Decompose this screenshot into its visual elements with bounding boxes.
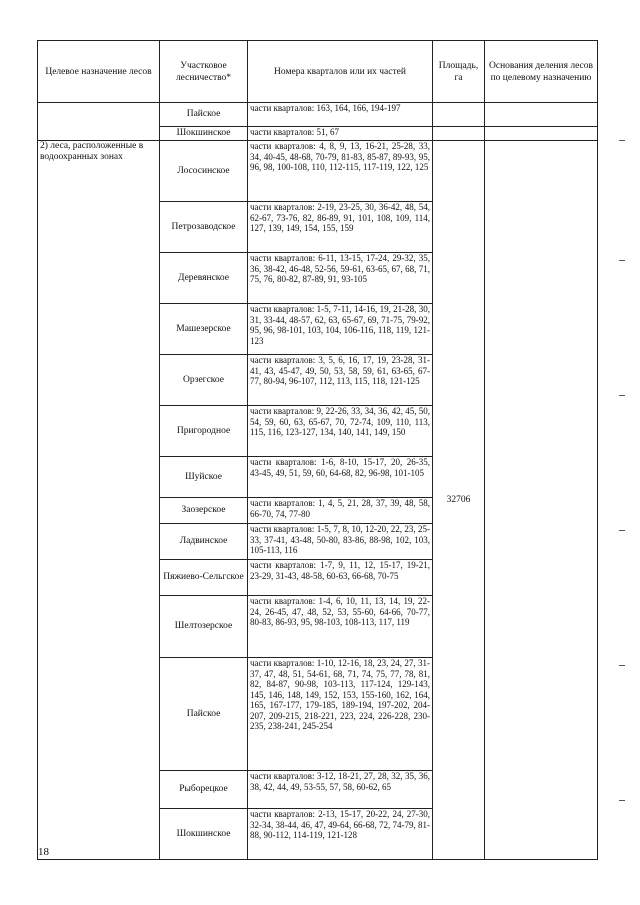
forestry-cell: Деревянское [160, 253, 248, 304]
header-basis: Основания деления лесов по целевому назначению [485, 41, 598, 103]
quarters-cell: части кварталов: 51, 67 [248, 127, 433, 141]
edge-mark [619, 530, 625, 531]
area-cell-empty [433, 103, 485, 127]
edge-mark [619, 665, 625, 666]
quarters-cell: части кварталов: 3, 5, 6, 16, 17, 19, 23-28, 31-41, 43, 45-47, 49, 50, 53, 58, 59, 61, 63-65, 67-77, 80-94, 96-107, 112, 113, 115, 118, 121-125 [248, 355, 433, 406]
quarters-cell: части кварталов: 163, 164, 166, 194-197 [248, 103, 433, 127]
forestry-cell: Шуйское [160, 457, 248, 498]
forestry-cell: Петрозаводское [160, 202, 248, 253]
quarters-cell: части кварталов: 1, 4, 5, 21, 28, 37, 39, 48, 58, 66-70, 74, 77-80 [248, 498, 433, 524]
table-row [38, 141, 598, 202]
edge-mark [619, 800, 625, 801]
quarters-cell: части кварталов: 4, 8, 9, 13, 16-21, 25-28, 33, 34, 40-45, 48-68, 70-79, 81-83, 85-87, 89-93, 95, 96, 98, 100-108, 110, 112-115, 117-119, 122, 125 [248, 141, 433, 202]
quarters-cell: части кварталов: 1-5, 7-11, 14-16, 19, 21-28, 30, 31, 33-44, 48-57, 62, 63, 65-67, 69, 71-75, 79-92, 95, 96, 98-101, 103, 104, 106-116, 118, 119, 121-123 [248, 304, 433, 355]
table-row [38, 103, 598, 127]
quarters-cell: части кварталов: 1-5, 7, 8, 10, 12-20, 22, 23, 25-33, 37-41, 43-48, 50-80, 83-86, 88-98, 102, 103, 105-113, 116 [248, 524, 433, 560]
forest-table [37, 40, 598, 860]
forestry-cell: Пяжиево-Сельгское [160, 560, 248, 596]
quarters-cell: части кварталов: 2-19, 23-25, 30, 36-42, 48, 54, 62-67, 73-76, 82, 86-89, 91, 101, 108, 109, 114, 127, 139, 149, 154, 155, 159 [248, 202, 433, 253]
quarters-cell: части кварталов: 1-4, 6, 10, 11, 13, 14, 19, 22-24, 26-45, 47, 48, 52, 53, 55-60, 64-66, 70-77, 80-83, 86-93, 95, 98-103, 108-113, 117, 119 [248, 596, 433, 658]
header-quarters: Номера кварталов или их частей [248, 41, 433, 103]
forestry-cell: Шелтозерское [160, 596, 248, 658]
quarters-cell: части кварталов: 1-6, 8-10, 15-17, 20, 26-35, 43-45, 49, 51, 59, 60, 64-68, 82, 96-98, 101-105 [248, 457, 433, 498]
forestry-cell: Пригородное [160, 406, 248, 457]
edge-mark [619, 260, 625, 261]
forestry-cell: Заозерское [160, 498, 248, 524]
quarters-cell: части кварталов: 1-10, 12-16, 18, 23, 24, 27, 31-37, 47, 48, 51, 54-61, 68, 71, 74, 75, 77, 78, 81, 82, 84-87, 90-98, 103-113, 117-124, 129-143, 145, 146, 148, 149, 152, 153, 155-160, 162, 164, 165, 167-177, 179-185, 189-194, 197-202, 204-207, 209-215, 218-221, 223, 224, 226-228, 230-235, 238-241, 245-254 [248, 658, 433, 771]
forestry-cell: Лососинское [160, 141, 248, 202]
header-area: Площадь, га [433, 41, 485, 103]
purpose-cell-empty [38, 103, 160, 141]
forestry-cell: Машезерское [160, 304, 248, 355]
purpose-cell: 2) леса, расположенные в водоохранных зонах [38, 141, 160, 860]
quarters-cell: части кварталов: 3-12, 18-21, 27, 28, 32, 35, 36, 38, 42, 44, 49, 53-55, 57, 58, 60-62, 65 [248, 771, 433, 809]
header-row [38, 41, 598, 103]
edge-mark [619, 140, 625, 141]
area-cell: 32706 [433, 141, 485, 860]
quarters-cell: части кварталов: 6-11, 13-15, 17-24, 29-32, 35, 36, 38-42, 46-48, 52-56, 59-61, 63-65, 67, 68, 71, 75, 76, 80-82, 87-89, 91, 93-105 [248, 253, 433, 304]
forestry-cell: Пайское [160, 658, 248, 771]
page-number: 18 [38, 846, 49, 858]
area-cell-empty [433, 127, 485, 141]
quarters-cell: части кварталов: 1-7, 9, 11, 12, 15-17, 19-21, 23-29, 31-43, 48-58, 60-63, 66-68, 70-75 [248, 560, 433, 596]
forestry-cell: Шокшинское [160, 127, 248, 141]
forestry-cell: Рыборецкое [160, 771, 248, 809]
header-forestry: Участковое лесничество* [160, 41, 248, 103]
forestry-cell: Ладвинское [160, 524, 248, 560]
forestry-cell: Орзегское [160, 355, 248, 406]
forestry-cell: Пайское [160, 103, 248, 127]
basis-cell-empty [485, 127, 598, 141]
quarters-cell: части кварталов: 9, 22-26, 33, 34, 36, 42, 45, 50, 54, 59, 60, 63, 65-67, 70, 72-74, 109, 110, 113, 115, 116, 123-127, 134, 140, 141, 149, 150 [248, 406, 433, 457]
edge-mark [619, 395, 625, 396]
basis-cell-empty [485, 141, 598, 860]
forestry-cell: Шокшинское [160, 809, 248, 860]
basis-cell-empty [485, 103, 598, 127]
quarters-cell: части кварталов: 2-13, 15-17, 20-22, 24, 27-30, 32-34, 38-44, 46, 47, 49-64, 66-68, 72, 74-79, 81-88, 90-112, 114-119, 121-128 [248, 809, 433, 860]
header-purpose: Целевое назначение лесов [38, 41, 160, 103]
